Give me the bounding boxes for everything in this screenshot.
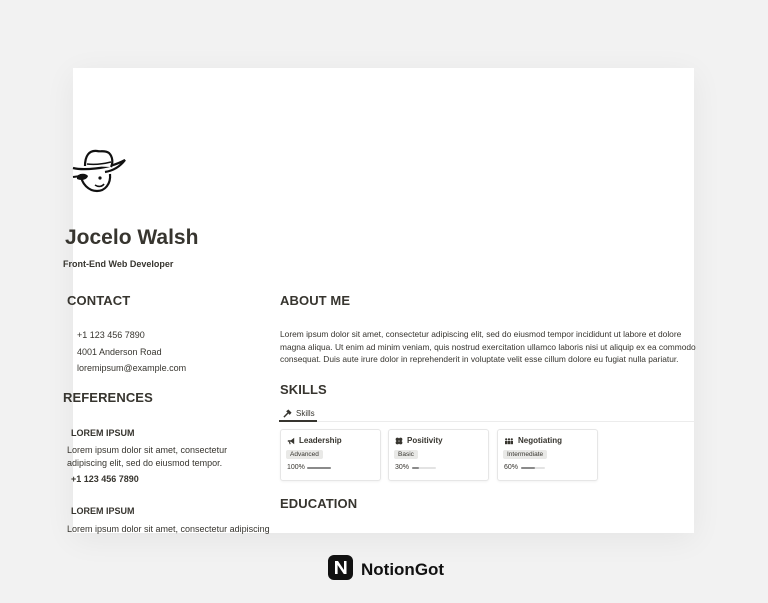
megaphone-icon	[287, 437, 295, 445]
notion-logo-icon	[328, 555, 353, 585]
about-text: Lorem ipsum dolor sit amet, consectetur adipiscing elit, sed do eiusmod tempor incididunt ut labore et dolore magna aliqua. Ut enim ad minim veniam, quis nostrud exercitation ullamco laboris nisi ut aliquip ex ea commodo consequat. Duis aute irure dolor in reprehenderit in voluptate velit esse cillum dolore eu fugiat nulla pariatur.	[280, 329, 696, 364]
reference-title: LOREM IPSUM	[71, 428, 135, 438]
skill-progress-bar	[412, 467, 436, 469]
skill-percent: 100%	[287, 464, 305, 471]
contact-phone: +1 123 456 7890	[77, 330, 145, 340]
education-heading: EDUCATION	[280, 496, 358, 511]
skill-card-negotiating[interactable]	[497, 429, 598, 481]
skill-name: Negotiating	[518, 436, 562, 445]
references-heading: REFERENCES	[63, 390, 153, 405]
skill-level-badge: Basic	[394, 450, 418, 459]
skills-heading: SKILLS	[280, 382, 327, 397]
skill-percent: 30%	[395, 464, 410, 471]
reference-description: Lorem ipsum dolor sit amet, consectetur adipiscing elit, sed do eiusmod tempor.	[67, 445, 228, 468]
about-heading: ABOUT ME	[280, 293, 351, 308]
skill-card-positivity[interactable]	[388, 429, 489, 481]
clover-icon	[395, 437, 403, 445]
skill-percent: 60%	[504, 464, 519, 471]
brand-footer	[328, 555, 444, 585]
brand-name: NotionGot	[361, 560, 445, 579]
reference-title: LOREM IPSUM	[71, 506, 135, 516]
reference-description: Lorem ipsum dolor sit amet, consectetur adipiscing	[67, 524, 270, 534]
tab-skills-label: Skills	[296, 408, 315, 418]
contact-heading: CONTACT	[67, 293, 131, 308]
people-icon	[504, 437, 514, 445]
tab-active-underline	[279, 420, 317, 422]
skill-level-badge: Advanced	[286, 450, 323, 459]
profile-name: Jocelo Walsh	[65, 226, 199, 249]
resume-page	[63, 68, 696, 534]
skill-name: Leadership	[299, 436, 342, 445]
skill-progress-bar	[521, 467, 545, 469]
tab-skills[interactable]	[280, 405, 318, 421]
contact-email[interactable]: loremipsum@example.com	[77, 363, 187, 373]
skill-card-leadership[interactable]	[280, 429, 381, 481]
profile-role: Front-End Web Developer	[63, 259, 174, 269]
tab-divider	[279, 421, 699, 422]
cowboy-avatar	[67, 146, 131, 196]
reference-phone: +1 123 456 7890	[71, 474, 139, 484]
skill-level-badge: Intermediate	[503, 450, 547, 459]
contact-address: 4001 Anderson Road	[77, 347, 162, 357]
skill-name: Positivity	[407, 436, 443, 445]
skill-progress-bar	[307, 467, 331, 469]
hammer-icon	[283, 409, 292, 418]
